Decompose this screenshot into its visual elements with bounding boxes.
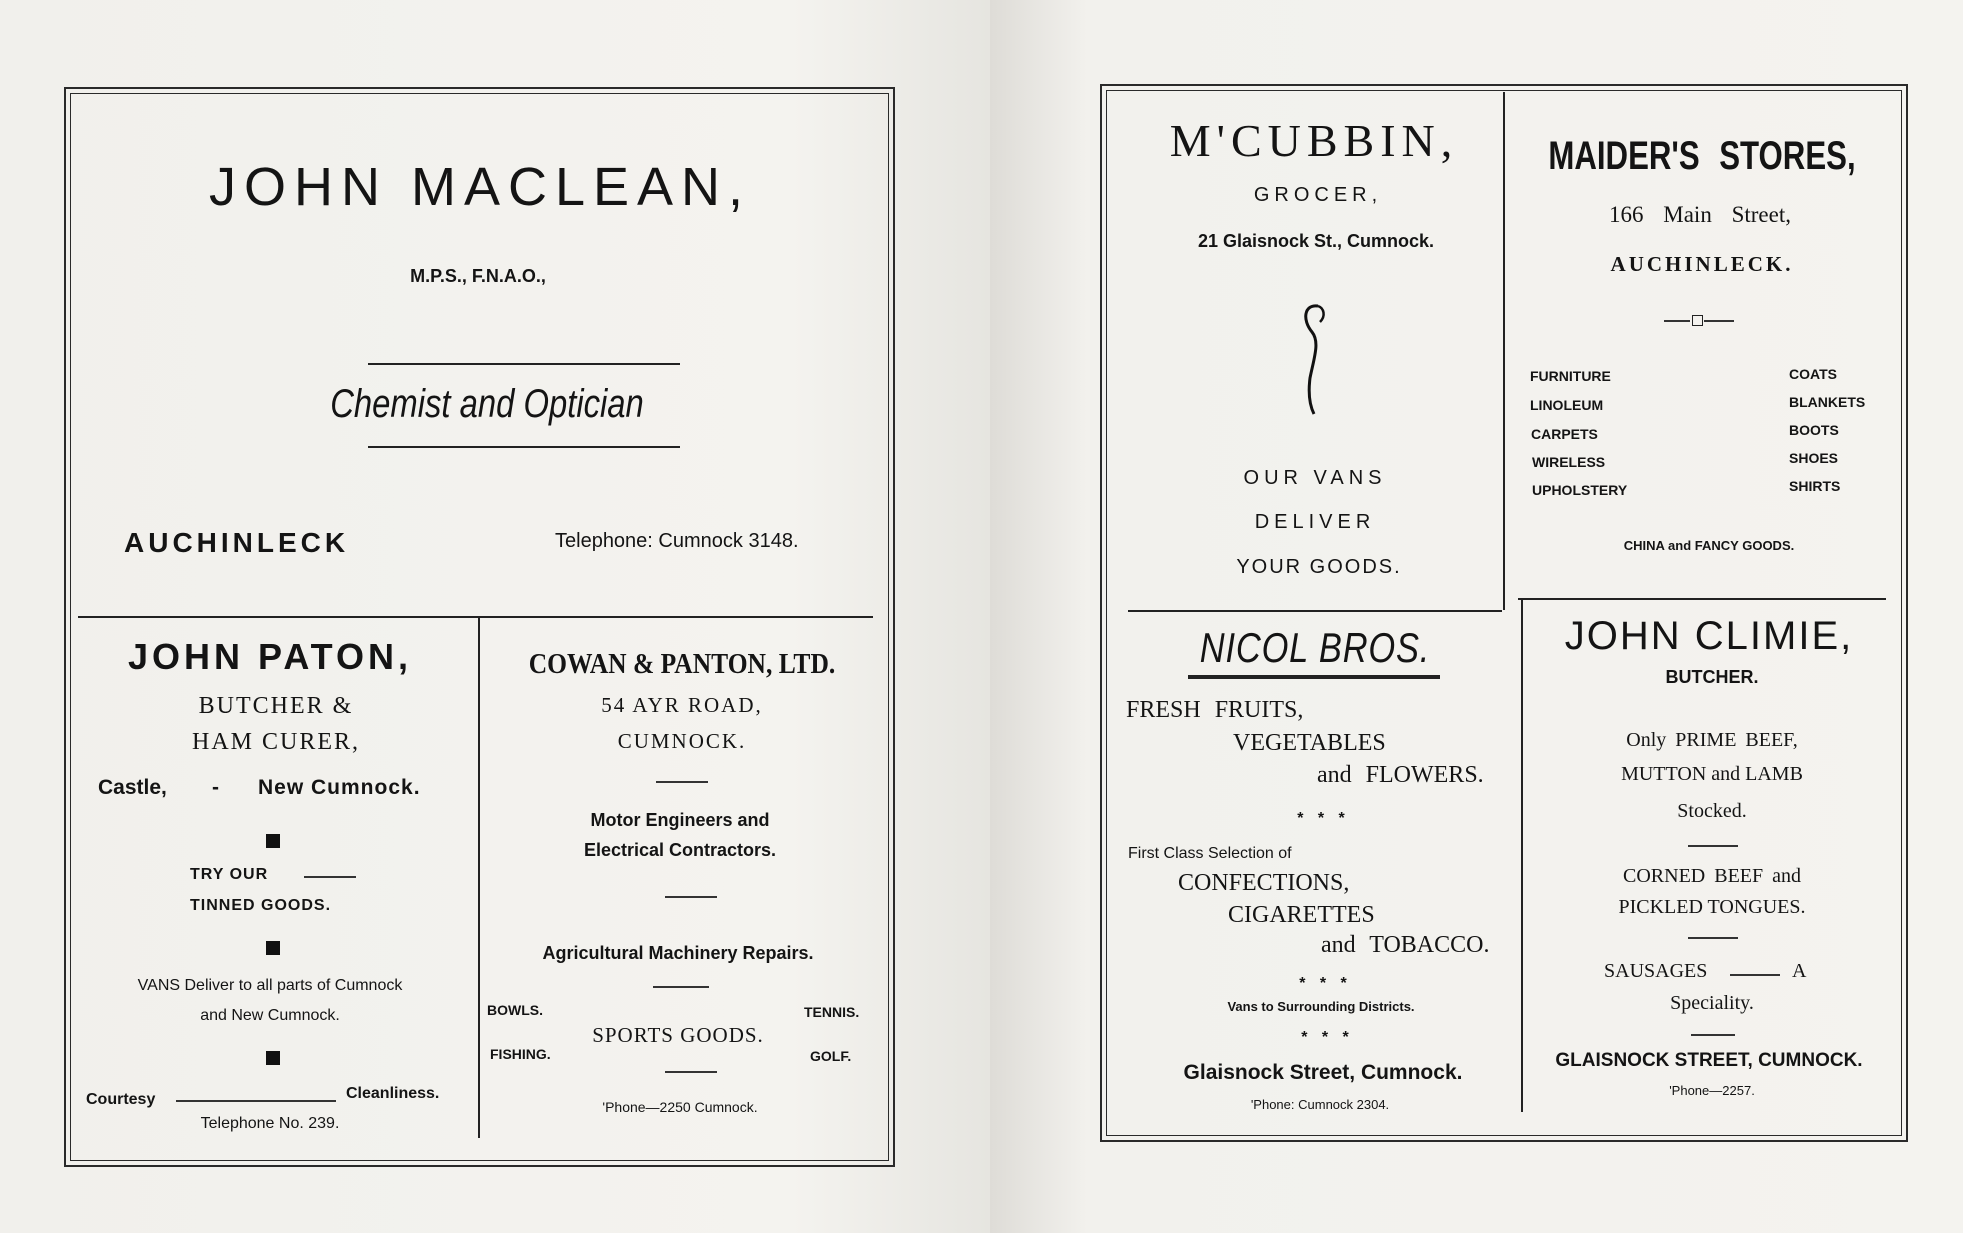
maclean-top-rule: [368, 363, 680, 365]
nicol-address: Glaisnock Street, Cumnock.: [1183, 1061, 1463, 1084]
climie-beef-3: Stocked.: [1677, 800, 1747, 822]
maider-address-1: 166 Main Street,: [1609, 202, 1791, 227]
maider-ornament-right: [1704, 320, 1734, 322]
nicol-fruit-3: and FLOWERS.: [1317, 762, 1484, 788]
paton-trade-1: BUTCHER &: [198, 693, 354, 719]
maclean-location: AUCHINLECK: [124, 527, 350, 558]
maider-address-2: AUCHINLECK.: [1610, 252, 1794, 276]
cowan-rule-2: [665, 896, 717, 898]
cowan-repairs: Agricultural Machinery Repairs.: [542, 943, 814, 963]
maider-good-right-4: SHOES: [1789, 450, 1839, 466]
maider-good-left-5: UPHOLSTERY: [1532, 482, 1628, 498]
climie-rule-1: [1688, 845, 1738, 847]
nicol-stars-3: * * *: [1301, 1029, 1349, 1046]
paton-vans-1: VANS Deliver to all parts of Cumnock: [137, 977, 403, 994]
nicol-conf-2: CIGARETTES: [1228, 902, 1375, 928]
mccubbin-vans-1: OUR VANS: [1243, 467, 1387, 489]
cowan-rule-4: [665, 1071, 717, 1073]
maclean-profession: Chemist and Optician: [330, 382, 644, 426]
paton-try-our: TRY OUR: [190, 866, 269, 883]
cowan-name: COWAN & PANTON, LTD.: [528, 648, 836, 680]
paton-trade-2: HAM CURER,: [191, 729, 361, 755]
paton-bullet-1: [266, 834, 280, 848]
mccubbin-vans-3: YOUR GOODS.: [1236, 556, 1402, 578]
climie-rule-3: [1691, 1034, 1735, 1036]
maider-china: CHINA and FANCY GOODS.: [1623, 538, 1795, 553]
nicol-fruit-1: FRESH FRUITS,: [1126, 697, 1304, 723]
maider-good-left-1: FURNITURE: [1530, 368, 1611, 384]
nicol-vans: Vans to Surrounding Districts.: [1227, 999, 1415, 1014]
maider-ornament-box: [1692, 315, 1703, 326]
climie-address: GLAISNOCK STREET, CUMNOCK.: [1555, 1050, 1863, 1071]
maider-good-right-1: COATS: [1789, 366, 1837, 382]
maclean-bottom-rule: [368, 446, 680, 448]
maider-good-right-2: BLANKETS: [1789, 394, 1866, 410]
cowan-golf: GOLF.: [810, 1048, 852, 1064]
right-horizontal-divider-right: [1518, 598, 1886, 600]
cowan-rule-3: [653, 986, 709, 988]
paton-courtesy-dash: [176, 1100, 336, 1102]
mccubbin-vans-2: DELIVER: [1254, 511, 1376, 533]
maclean-name: JOHN MACLEAN,: [208, 157, 752, 217]
cowan-service-1: Motor Engineers and: [590, 810, 770, 830]
cowan-bowls: BOWLS.: [487, 1002, 543, 1018]
paton-telephone: Telephone No. 239.: [200, 1115, 340, 1132]
climie-phone: 'Phone—2257.: [1669, 1083, 1755, 1098]
paton-vans-2: and New Cumnock.: [200, 1007, 340, 1024]
maclean-qualifications: M.P.S., F.N.A.O.,: [410, 266, 546, 286]
paton-courtesy: Courtesy: [86, 1091, 156, 1108]
climie-beef-2: MUTTON and LAMB: [1621, 763, 1803, 785]
climie-sausages: SAUSAGES: [1604, 960, 1708, 982]
cowan-fishing: FISHING.: [490, 1046, 551, 1062]
maider-good-left-4: WIRELESS: [1532, 454, 1606, 470]
climie-sausages-a: A: [1792, 960, 1807, 982]
cowan-tennis: TENNIS.: [804, 1004, 860, 1020]
climie-trade: BUTCHER.: [1665, 667, 1759, 687]
maider-good-left-3: CARPETS: [1531, 426, 1598, 442]
climie-speciality: Speciality.: [1670, 992, 1754, 1014]
paton-try-dash: [304, 876, 356, 878]
right-horizontal-divider-left: [1128, 610, 1502, 612]
mccubbin-address: 21 Glaisnock St., Cumnock.: [1197, 231, 1435, 251]
right-vertical-divider-top: [1503, 92, 1505, 610]
climie-sausages-dash: [1730, 974, 1780, 976]
cowan-address-1: 54 AYR ROAD,: [601, 693, 763, 717]
maider-name: MAIDER'S STORES,: [1548, 134, 1856, 178]
nicol-conf-3: and TOBACCO.: [1321, 932, 1490, 958]
maider-good-right-3: BOOTS: [1789, 422, 1839, 438]
mccubbin-ornament-icon: [1290, 298, 1330, 418]
left-horizontal-divider: [78, 616, 873, 618]
cowan-rule-1: [656, 781, 708, 783]
climie-name: JOHN CLIMIE,: [1564, 614, 1854, 658]
paton-address-sep: -: [212, 776, 219, 799]
climie-beef-1: Only PRIME BEEF,: [1626, 729, 1798, 751]
paton-bullet-2: [266, 941, 280, 955]
climie-rule-2: [1688, 937, 1738, 939]
climie-corned-2: PICKLED TONGUES.: [1618, 896, 1806, 918]
maclean-telephone: Telephone: Cumnock 3148.: [555, 530, 799, 552]
cowan-service-2: Electrical Contractors.: [583, 840, 777, 860]
nicol-name: NICOL BROS.: [1199, 624, 1431, 671]
nicol-phone: 'Phone: Cumnock 2304.: [1250, 1097, 1390, 1112]
cowan-sports: SPORTS GOODS.: [592, 1023, 764, 1047]
nicol-conf-1: CONFECTIONS,: [1178, 870, 1350, 896]
paton-bullet-3: [266, 1051, 280, 1065]
right-page: [990, 0, 1963, 1233]
left-vertical-divider: [478, 618, 480, 1138]
paton-tinned-goods: TINNED GOODS.: [190, 897, 332, 914]
nicol-stars-2: * * *: [1299, 975, 1347, 992]
maider-good-left-2: LINOLEUM: [1530, 397, 1604, 413]
paton-address-new-cumnock: New Cumnock.: [258, 776, 421, 799]
maider-good-right-5: SHIRTS: [1789, 478, 1841, 494]
paton-address-castle: Castle,: [98, 776, 167, 799]
cowan-address-2: CUMNOCK.: [617, 729, 747, 753]
climie-corned-1: CORNED BEEF and: [1623, 865, 1801, 887]
paton-cleanliness: Cleanliness.: [346, 1085, 440, 1102]
cowan-phone: 'Phone—2250 Cumnock.: [602, 1099, 758, 1115]
maider-ornament-left: [1664, 320, 1690, 322]
nicol-underline: [1188, 675, 1440, 679]
nicol-stars-1: * * *: [1297, 810, 1345, 827]
nicol-selection: First Class Selection of: [1128, 845, 1292, 862]
right-vertical-divider-bottom: [1521, 600, 1523, 1112]
paton-name: JOHN PATON,: [127, 636, 413, 677]
mccubbin-trade: GROCER,: [1253, 184, 1383, 206]
nicol-fruit-2: VEGETABLES: [1233, 730, 1386, 756]
mccubbin-name: M'CUBBIN,: [1169, 115, 1459, 166]
